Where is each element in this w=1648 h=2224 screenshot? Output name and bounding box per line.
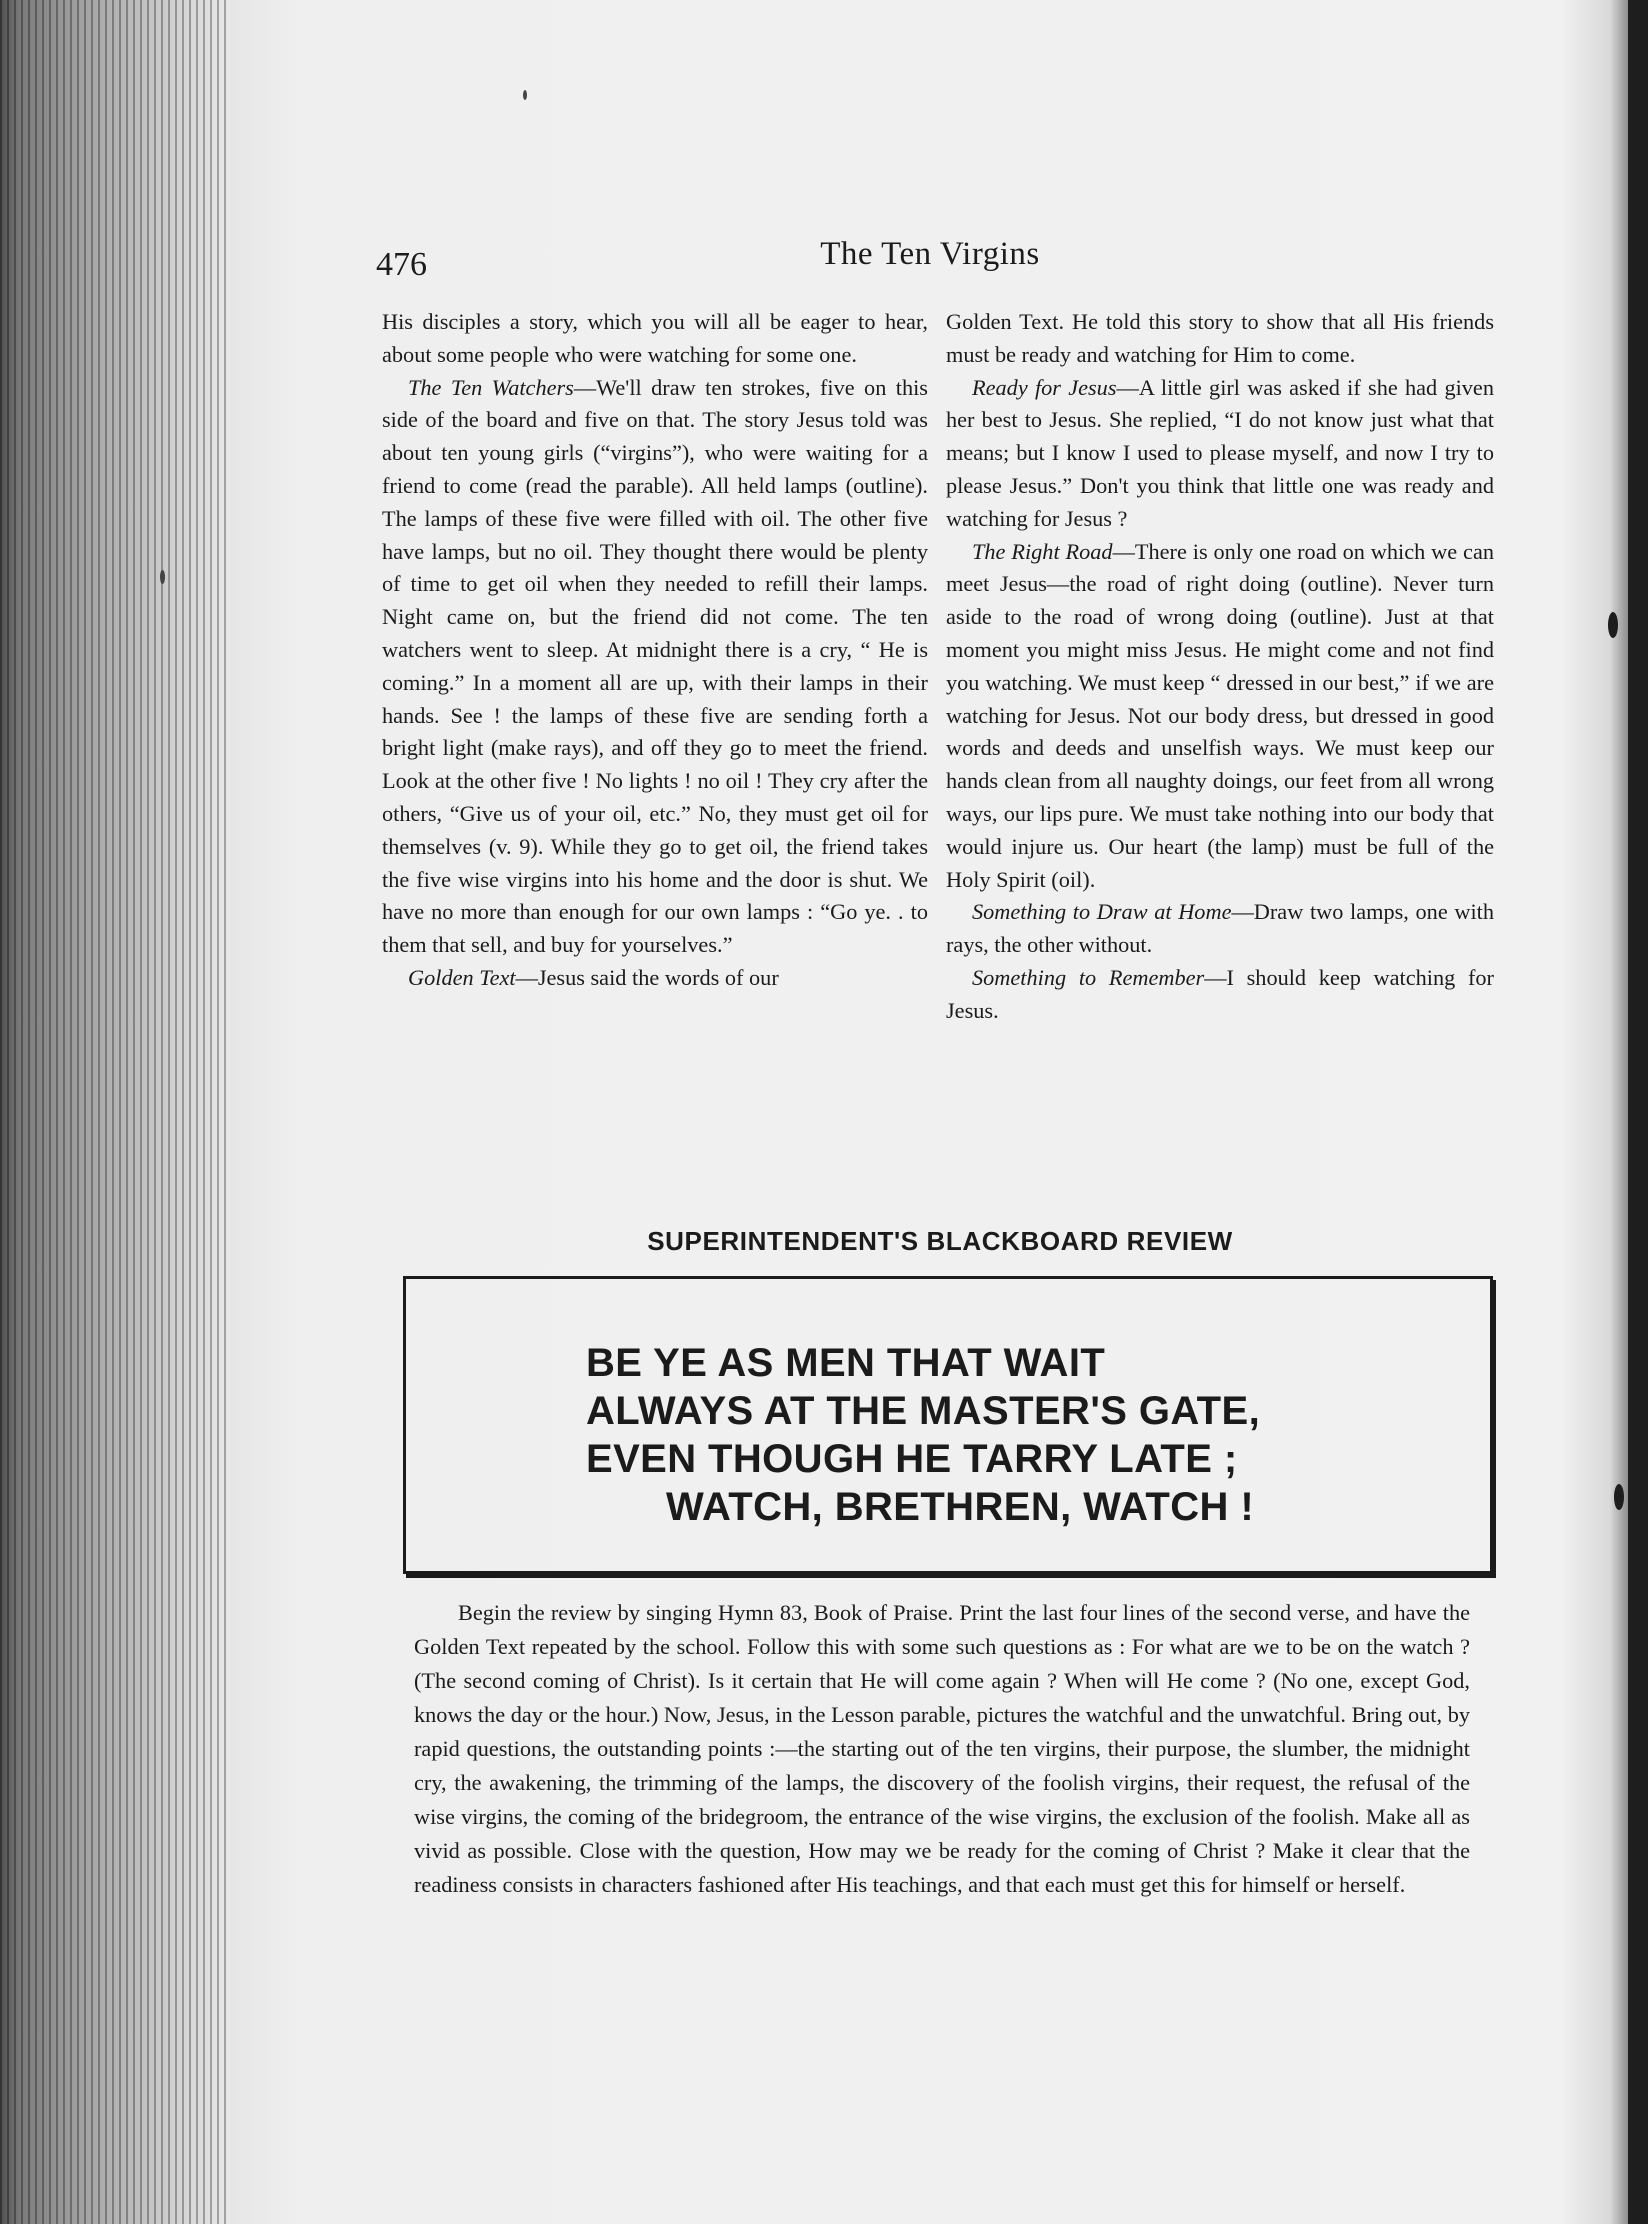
paragraph-right-road — [946, 536, 1494, 897]
blackboard-box — [403, 1276, 1493, 1574]
paragraph-lead: The Right Road — [972, 538, 1113, 564]
paragraph-lead: Golden Text — [408, 964, 516, 990]
right-column — [946, 306, 1494, 1028]
blackboard-line: BE YE AS MEN THAT WAIT — [586, 1341, 1106, 1385]
paragraph-lead: The Ten Watchers — [408, 374, 574, 400]
running-title: The Ten Virgins — [820, 236, 1040, 272]
paragraph: Begin the review by singing Hymn 83, Book of Praise. Print the last four lines of the second verse, and have the Golden Text repeated by the school. Follow this with some such questions as : For what are we to be on the watch ? (The second coming of Christ). Is it certain that He will come again ? When will He come ? (No one, except God, knows the day or the hour.) Now, Jesus, in the Lesson parable, pictures the watchful and the unwatchful. Bring out, by rapid questions, the outstanding points :—the starting out of the ten virgins, their purpose, the slumber, the midnight cry, the awakening, the trimming of the lamps, the discovery of the foolish virgins, their request, the refusal of the wise virgins, the coming of the bridegroom, the entrance of the wise virgins, the exclusion of the foolish. Make all as vivid as possible. Close with the question, How may we be ready for the coming of Christ ? Make it clear that the readiness consists in characters fashioned after His teachings, and that each must get this for himself or herself. — [414, 1600, 1470, 1897]
paragraph: Golden Text. He told this story to show that all His friends must be ready and watching for Him to come. — [946, 309, 1494, 367]
paragraph-ready-for-jesus — [946, 372, 1494, 536]
blackboard-line: ALWAYS AT THE MASTER'S GATE, — [586, 1389, 1261, 1433]
blackboard-text — [586, 1339, 1260, 1531]
review-body — [414, 1596, 1470, 1902]
paragraph-lead: Ready for Jesus — [972, 374, 1117, 400]
section-heading: SUPERINTENDENT'S BLACKBOARD REVIEW — [647, 1226, 1233, 1256]
blackboard-line: EVEN THOUGH HE TARRY LATE ; — [586, 1437, 1238, 1481]
paragraph-ten-watchers — [382, 372, 928, 962]
paragraph-golden-text — [382, 962, 928, 995]
paragraph-remember — [946, 962, 1494, 1028]
paragraph-text: —Draw two lamps, one with rays, the other without. — [946, 899, 1494, 958]
paragraph-text: —There is only one road on which we can meet Jesus—the road of right doing (outline). Never turn aside to the road of wrong doing (outline). Just at that moment you might miss Jesus. He might come and not find you watching. We must keep “ dressed in our best,” if we are watching for Jesus. Not our body dress, but dressed in good words and deeds and unselfish ways. We must keep our hands clean from all naughty doings, our feet from all wrong ways, our lips pure. We must take nothing into our body that would injure us. Our heart (the lamp) must be full of the Holy Spirit (oil). — [946, 538, 1494, 892]
paragraph-lead: Something to Remember — [972, 964, 1205, 990]
paragraph-lead: Something to Draw at Home — [972, 899, 1232, 925]
paragraph-text: —Jesus said the words of our — [515, 964, 779, 990]
paragraph-draw-at-home — [946, 896, 1494, 962]
blackboard-line: WATCH, BRETHREN, WATCH ! — [666, 1485, 1255, 1529]
left-column — [382, 306, 928, 995]
paragraph-text: —I should keep watching for Jesus. — [946, 964, 1494, 1023]
paragraph: His disciples a story, which you will all be eager to hear, about some people who were watching for some one. — [382, 309, 928, 367]
paragraph-text: —We'll draw ten strokes, five on this side of the board and five on that. The story Jesus told was about ten young girls (“virgins”), who were waiting for a friend to come (read the parable). All held lamps (outline). The lamps of these five were filled with oil. The other five have lamps, but no oil. They thought there would be plenty of time to get oil when they needed to refill their lamps. Night came on, but the friend did not come. The ten watchers went to sleep. At midnight there is a cry, “ He is coming.” In a moment all are up, with their lamps in their hands. See ! the lamps of these five are sending forth a bright light (make rays), and off they go to meet the friend. Look at the other five ! No lights ! no oil ! They cry after the others, “Give us of your oil, etc.” No, they must get oil for themselves (v. 9). While they go to get oil, the friend takes the five wise virgins into his home and the door is shut. We have no more than enough for our own lamps : “Go ye. . to them that sell, and buy for yourselves.” — [382, 374, 928, 958]
page-number: 476 — [376, 246, 427, 283]
paragraph-text: —A little girl was asked if she had given her best to Jesus. She replied, “I do not know just what that means; but I know I used to please myself, and now I try to please Jesus.” Don't you think that little one was ready and watching for Jesus ? — [946, 374, 1494, 531]
